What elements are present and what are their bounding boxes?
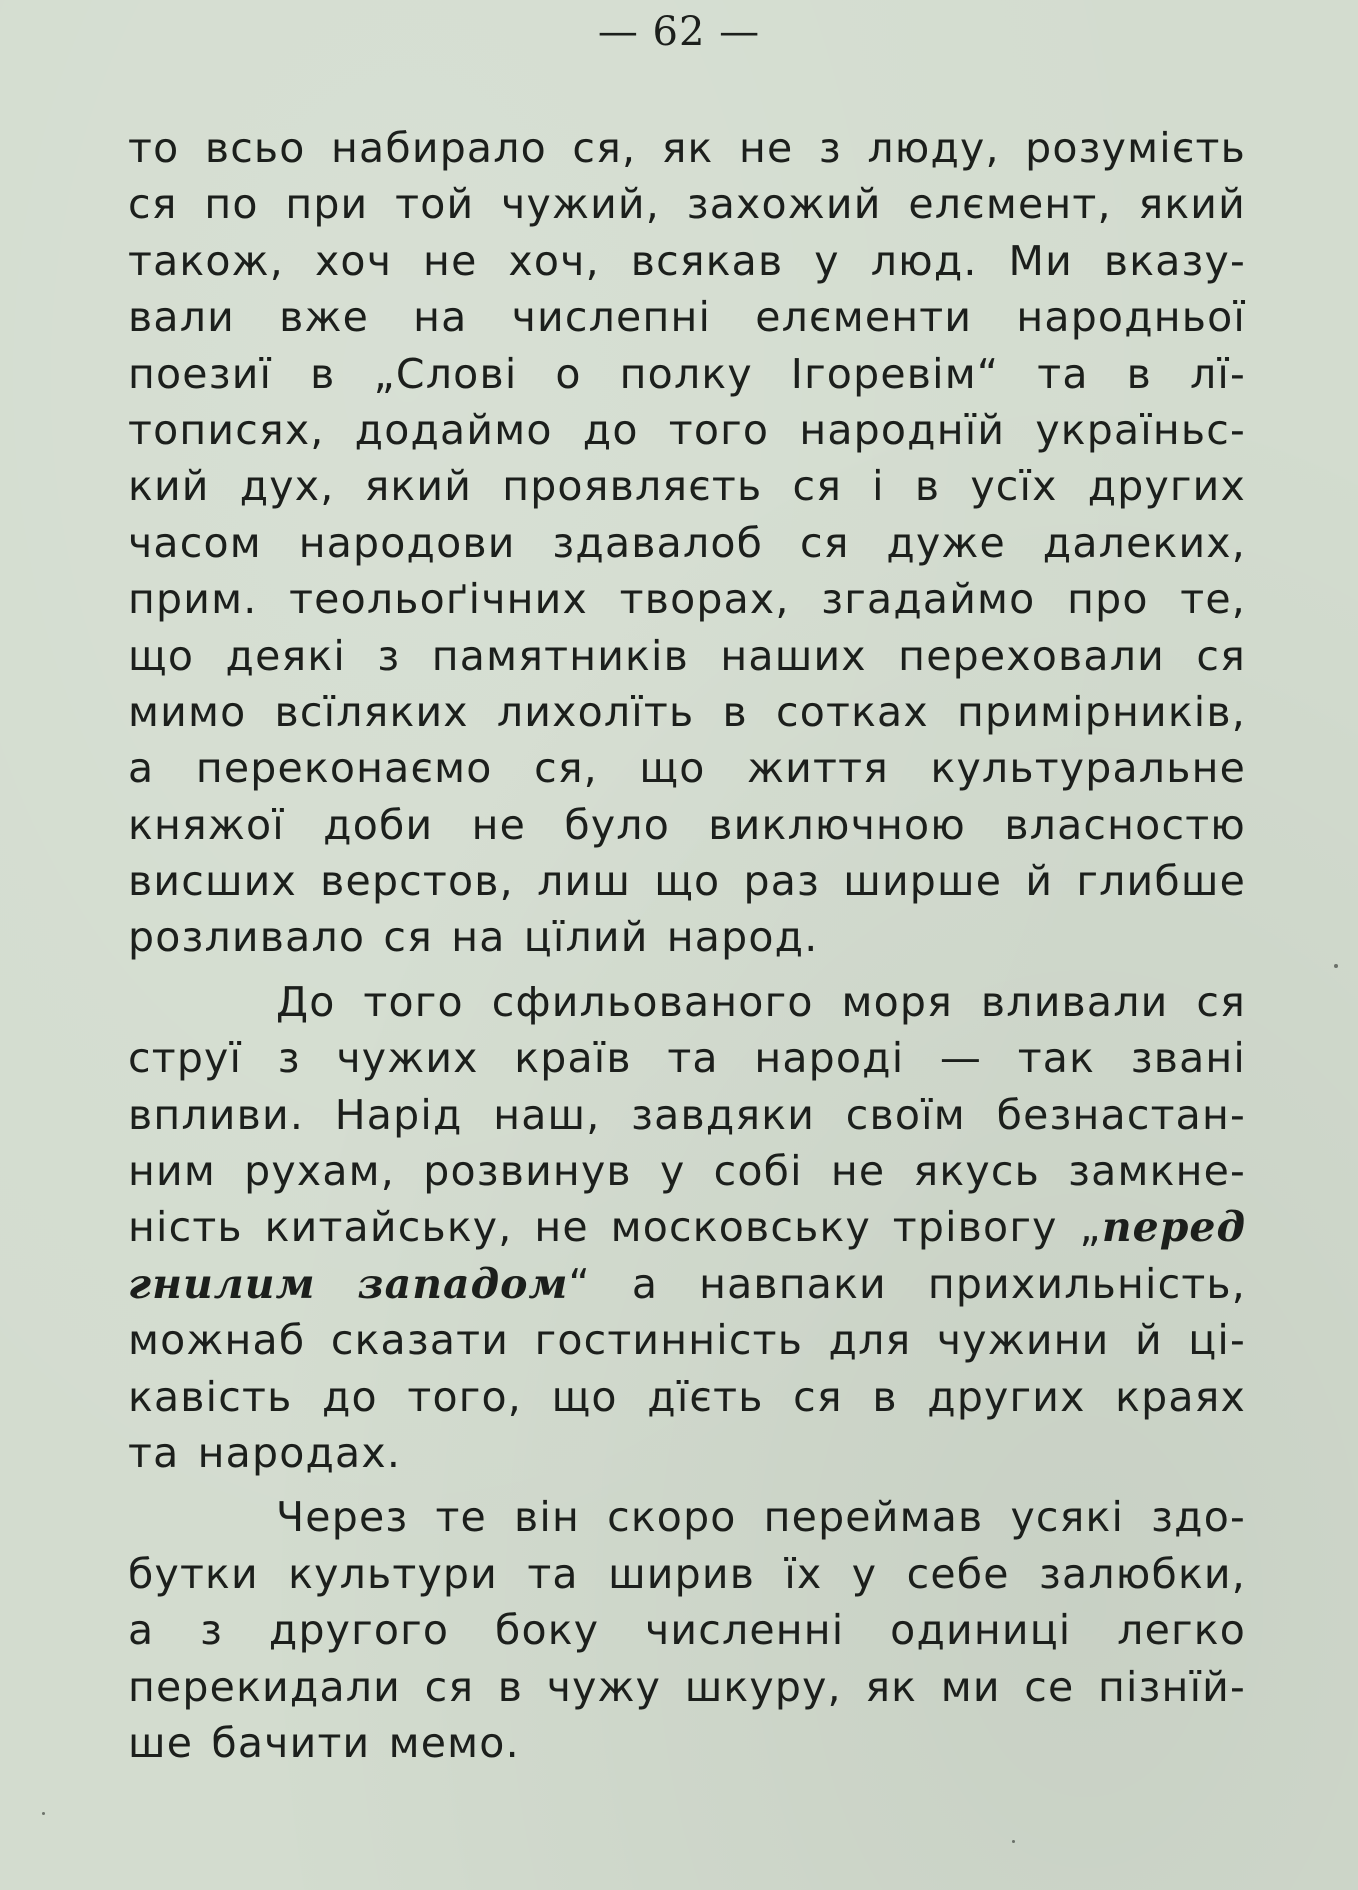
print-speck [42, 1812, 45, 1815]
text-line: прим. теольоґічних творах, згадаймо про те, [128, 575, 1246, 624]
text-line: княжої доби не було виключною власностю [128, 800, 1246, 849]
text-line: часом народови здавалоб ся дуже далеких, [128, 518, 1246, 567]
text-line: та народах. [128, 1428, 402, 1477]
text-line: мимо всїляких лихолїть в сотках примірників, [128, 687, 1246, 736]
print-speck [1334, 964, 1338, 968]
text-line: вали вже на числепні елєменти народньої [128, 293, 1246, 342]
text-line: впливи. Нарід наш, завдяки своїм безнастан- [128, 1090, 1246, 1139]
text-line: розливало ся на цїлий народ. [128, 913, 819, 962]
text-line: тописях, додаймо до того народнїй україньс- [128, 405, 1246, 454]
text-line: бутки культури та ширив їх у себе залюбки, [128, 1549, 1246, 1598]
page-number: — 62 — [597, 9, 761, 55]
text-line: До того сфильованого моря вливали ся [276, 977, 1246, 1026]
text-line: а з другого боку численні одиниці легко [128, 1606, 1246, 1655]
text-run: “ а навпаки прихильність, [568, 1259, 1246, 1308]
text-line: ше бачити мемо. [128, 1718, 520, 1767]
text-line: то всьо набирало ся, як не з люду, розумієть [128, 124, 1246, 172]
paragraph-gap [128, 966, 1246, 974]
text-line: струї з чужих країв та народі — так звані [128, 1034, 1246, 1083]
text-line: ся по при той чужий, захожий елємент, який [128, 180, 1246, 229]
text-line: висших верстов, лиш що раз ширше й глибше [128, 857, 1246, 906]
paragraph-1 [128, 120, 1246, 966]
text-line: кавість до того, що дїєть ся в других краях [128, 1372, 1246, 1421]
text-line: що деякі з памятників наших переховали ся [128, 631, 1246, 680]
paragraph-gap [128, 1481, 1246, 1489]
emphasis-text: гнилим западом [128, 1259, 569, 1308]
paragraph-2 [128, 974, 1246, 1482]
text-line: ним рухам, розвинув у собі не якусь замкне- [128, 1147, 1246, 1196]
emphasis-text: перед [1101, 1203, 1246, 1252]
text-line: можнаб сказати гостинність для чужини й ці- [128, 1316, 1246, 1365]
text-line: кий дух, який проявляєть ся і в усїх других [128, 462, 1246, 511]
text-line: поезиї в „Слові о полку Ігоревім“ та в лї- [128, 349, 1246, 398]
text-line: а переконаємо ся, що життя культуральне [128, 744, 1246, 793]
body-text [128, 120, 1246, 1771]
text-line: також, хоч не хоч, всякав у люд. Ми вказу- [128, 236, 1246, 285]
text-line [128, 1199, 1246, 1255]
paragraph-3 [128, 1489, 1246, 1771]
print-speck [1012, 1840, 1015, 1843]
text-line: перекидали ся в чужу шкуру, як ми се пізнїй- [128, 1662, 1246, 1711]
text-run: ність китайську, не московську трівогу „ [128, 1203, 1102, 1252]
text-line [128, 1256, 1246, 1312]
text-line: Через те він скоро переймав усякі здо- [276, 1493, 1246, 1542]
